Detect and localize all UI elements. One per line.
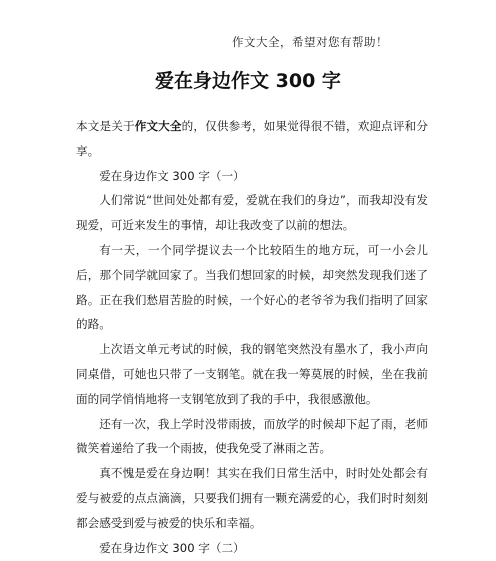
header-note: 作文大全，希望对您有帮助！	[232, 35, 388, 49]
paragraph-2: 有一天，一个同学提议去一个比较陌生的地方玩，可一小会儿后，那个同学就回家了。当我们想回家的时候，却突然发现我们迷了路。正在我们愁眉苦脸的时候，一个好心的老爷爷为我们指明了回家的路。	[76, 242, 428, 332]
section-heading-2: 爱在身边作文 300 字（二）	[99, 540, 245, 555]
paragraph-4: 还有一次，我上学时没带雨披，而放学的时候却下起了雨，老师微笑着递给了我一个雨披，使我免受了淋雨之苦。	[76, 416, 428, 456]
paragraph-3: 上次语文单元考试的时候，我的钢笔突然没有墨水了，我小声向同桌借，可她也只带了一支钢笔。就在我一筹莫展的时候，坐在我前面的同学悄悄地将一支钢笔放到了我的手中，我很感激他。	[76, 342, 428, 406]
document-body	[76, 114, 428, 560]
section-heading-1: 爱在身边作文 300 字（一）	[99, 168, 245, 183]
intro-prefix: 本文是关于	[76, 119, 135, 133]
paragraph-1: 人们常说“世间处处都有爱，爱就在我们的身边”，而我却没有发现爱，可近来发生的事情，却让我改变了以前的想法。	[76, 193, 428, 233]
intro-suffix: 的，仅供参考，如果觉得很不错，欢迎点评和分享。	[76, 119, 428, 158]
paragraph-5: 真不愧是爱在身边啊！其实在我们日常生活中，时时处处都会有爱与被爱的点点滴滴，只要我们拥有一颗充满爱的心，我们时时刻刻都会感受到爱与被爱的快乐和幸福。	[76, 466, 428, 530]
intro-keyword: 作文大全	[134, 119, 182, 133]
page-title: 爱在身边作文 300 字	[155, 70, 341, 92]
intro-paragraph	[76, 114, 428, 164]
